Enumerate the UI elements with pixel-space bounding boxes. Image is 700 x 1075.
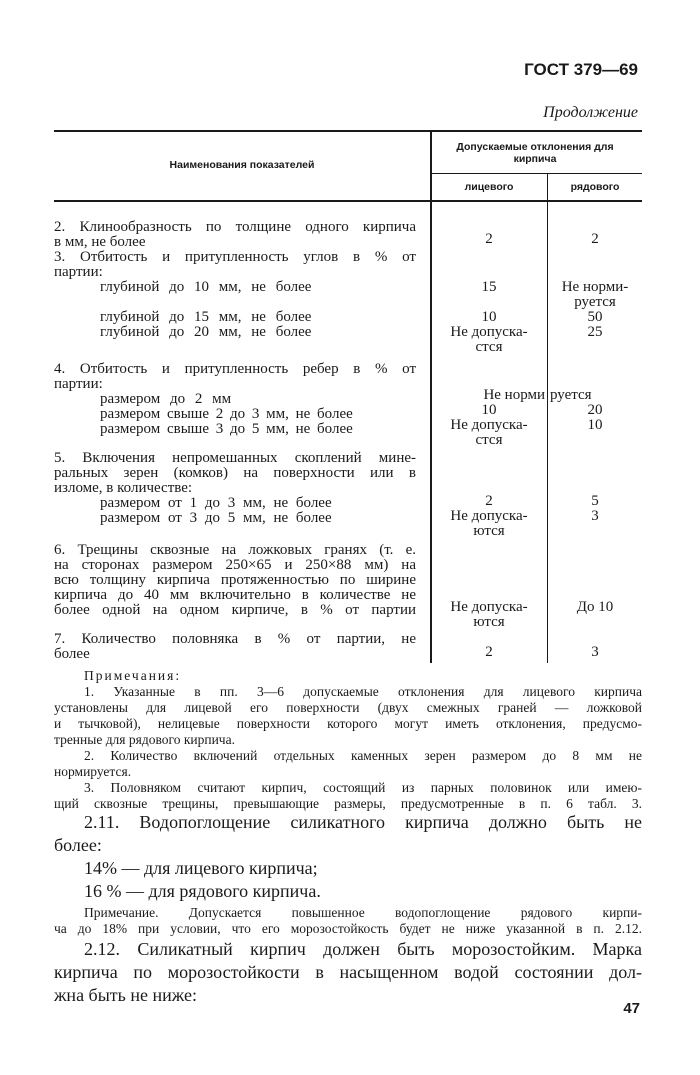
note1-line4: тренные для рядового кирпича. <box>54 732 235 747</box>
column-header-facing: лицевого <box>464 181 514 193</box>
row7-ordinary: 3 <box>591 644 599 660</box>
para-2-11-line2: более: <box>54 835 102 855</box>
row4-sub-c: размером свыше 3 до 5 мм, не более <box>100 421 353 437</box>
row3-line2: партии: <box>54 264 103 280</box>
column-header-group: Допускаемые отклонения для кирпича <box>456 141 614 165</box>
note1-line3: и тычковой), нелицевые поверхности которого могут иметь отклонения, предусмо- <box>54 716 642 731</box>
row4-a-both-1: Не норми <box>483 387 545 403</box>
row5-line1: 5. Включения непромешанных скоплений мине- <box>54 450 416 466</box>
row5-line3: изломе, в количестве: <box>54 480 193 496</box>
row5-sub-a: размером от 1 до 3 мм, не более <box>100 495 332 511</box>
para-2-12-line1: 2.12. Силикатный кирпич должен быть морозостойким. Марка <box>84 939 642 959</box>
row3-sub-a: глубиной до 10 мм, не более <box>100 279 312 295</box>
row3-c-facing-1: Не допуска- <box>450 324 528 340</box>
row3-line1: 3. Отбитость и притупленность углов в % от <box>54 249 416 265</box>
row3-c-facing-2: стся <box>475 339 503 355</box>
row3-a-ordinary-1: Не норми- <box>561 279 629 295</box>
row7-line2: более <box>54 646 90 662</box>
row6-line3: всю толщину кирпича протяженностью по ширине <box>54 572 416 588</box>
para-2-12-line2: кирпича по морозостойкости в насыщенном водой состоянии дол- <box>54 962 642 982</box>
row3-b-ordinary: 50 <box>587 309 603 325</box>
row5-b-facing-2: ются <box>473 523 505 539</box>
row5-b-facing-1: Не допуска- <box>450 508 528 524</box>
row3-sub-b: глубиной до 15 мм, не более <box>100 309 312 325</box>
row5-b-ordinary: 3 <box>591 508 599 524</box>
row4-sub-b: размером свыше 2 до 3 мм, не более <box>100 406 353 422</box>
row6-facing-2: ются <box>473 614 505 630</box>
row3-a-facing: 15 <box>481 279 497 295</box>
note1-line2: установлены для лицевой его поверхности (двух смежных граней — ложковой <box>54 700 642 715</box>
row5-sub-b: размером от 3 до 5 мм, не более <box>100 510 332 526</box>
row4-a-both-2: руется <box>550 387 592 403</box>
row4-sub-a: размером до 2 мм <box>100 391 232 407</box>
row6-ordinary: До 10 <box>576 599 614 615</box>
row6-line1: 6. Трещины сквозные на ложковых гранях (т. е. <box>54 542 416 558</box>
row4-line2: партии: <box>54 376 103 392</box>
row2-line2: в мм, не более <box>54 234 146 250</box>
note-water-line2: ча до 18% при условии, что его морозостойкость будет не ниже указанной в п. 2.12. <box>54 921 642 936</box>
note3-line1: 3. Половняком считают кирпич, состоящий из парных половинок или имею- <box>84 780 642 795</box>
para-2-11-line4: 16 % — для рядового кирпича. <box>84 881 321 901</box>
row6-line4: кирпича до 40 мм включительно в количестве не <box>54 587 416 603</box>
row5-a-facing: 2 <box>485 493 493 509</box>
row4-c-ordinary: 10 <box>587 417 603 433</box>
row3-a-ordinary-2: руется <box>574 294 616 310</box>
row4-c-facing-2: стся <box>475 432 503 448</box>
page-number: 47 <box>623 1000 640 1017</box>
row3-sub-c: глубиной до 20 мм, не более <box>100 324 312 340</box>
row3-b-facing: 10 <box>481 309 497 325</box>
table-header-bottom-rule <box>54 200 642 202</box>
row2-ordinary: 2 <box>591 231 599 247</box>
note1-line1: 1. Указанные в пп. 3—6 допускаемые отклонения для лицевого кирпича <box>84 684 642 699</box>
para-2-11-line3: 14% — для лицевого кирпича; <box>84 858 318 878</box>
row2-facing: 2 <box>485 231 493 247</box>
row4-line1: 4. Отбитость и притупленность ребер в % от <box>54 361 416 377</box>
para-2-11-line1: 2.11. Водопоглощение силикатного кирпича должно быть не <box>84 812 642 832</box>
table-top-rule <box>54 130 642 132</box>
row4-b-facing: 10 <box>481 402 497 418</box>
note2-line1: 2. Количество включений отдельных каменных зерен размером до 8 мм не <box>84 748 642 763</box>
table-subheader-rule <box>430 173 642 174</box>
row7-line1: 7. Количество половняка в % от партии, не <box>54 631 416 647</box>
row4-b-ordinary: 20 <box>587 402 603 418</box>
note2-line2: нормируется. <box>54 764 132 779</box>
document-code: ГОСТ 379—69 <box>524 60 638 79</box>
note-water-line1: Примечание. Допускается повышенное водопоглощение рядового кирпи- <box>84 905 642 920</box>
row5-a-ordinary: 5 <box>591 493 599 509</box>
row2-line1: 2. Клинообразность по толщине одного кирпича <box>54 219 416 235</box>
row3-c-ordinary: 25 <box>587 324 603 340</box>
column-header-ordinary: рядового <box>570 181 620 193</box>
para-2-12-line3: жна быть не ниже: <box>54 985 197 1005</box>
continuation-label: Продолжение <box>543 104 638 121</box>
row5-line2: ральных зерен (комков) на поверхности или в <box>54 465 416 481</box>
row6-facing-1: Не допуска- <box>450 599 528 615</box>
row7-facing: 2 <box>485 644 493 660</box>
column-header-name: Наименования показателей <box>169 159 315 171</box>
notes-title: Примечания: <box>84 668 182 683</box>
row6-line2: на сторонах размером 250×65 и 250×88 мм) на <box>54 557 416 573</box>
row4-c-facing-1: Не допуска- <box>450 417 528 433</box>
row6-line5: более одной на одном кирпиче, в % от партии <box>54 602 416 618</box>
note3-line2: щий сквозные трещины, превышающие размеры, предусмотренные в п. 6 табл. 3. <box>54 796 642 811</box>
